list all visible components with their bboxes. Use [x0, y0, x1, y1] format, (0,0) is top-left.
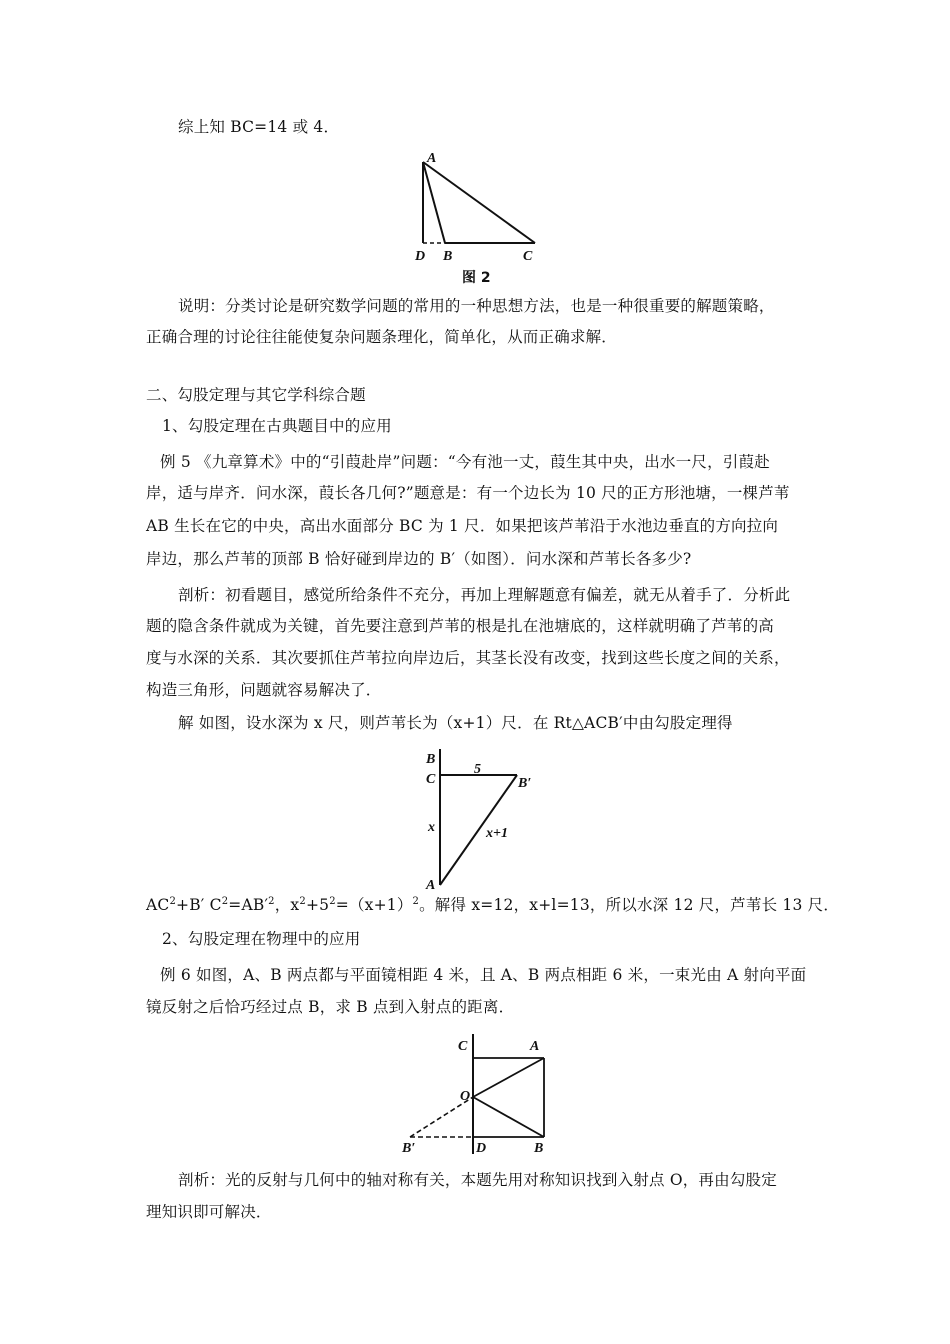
label-b-prime: B′ — [402, 1141, 416, 1156]
example5-line-4: 岸边，那么芦苇的顶部 B 恰好碰到岸边的 B′（如图）．问水深和芦苇长各多少? — [146, 550, 692, 568]
note-line-2: 正确合理的讨论往往能使复杂问题条理化，简单化，从而正确求解． — [146, 328, 618, 346]
subsection-2: 2、勾股定理在物理中的应用 — [162, 930, 361, 948]
label-c: C — [523, 249, 533, 264]
mirror-reflection-figure — [398, 1030, 558, 1160]
example5-line-2: 岸，适与岸齐．问水深，葭长各几何?”题意是：有一个边长为 10 尺的正方形池塘，一棵芦苇 — [146, 484, 790, 502]
example6-line-2: 镜反射之后恰巧经过点 B，求 B 点到入射点的距离． — [146, 998, 515, 1016]
note-line-1: 说明：分类讨论是研究数学问题的常用的一种思想方法，也是一种很重要的解题策略， — [178, 297, 775, 315]
analysis6-line-2: 理知识即可解决． — [146, 1203, 272, 1221]
label-c: C — [458, 1039, 468, 1054]
label-a: A — [426, 878, 436, 893]
analysis6-line-1: 剖析：光的反射与几何中的轴对称有关，本题先用对称知识找到入射点 O，再由勾股定 — [178, 1171, 777, 1189]
example5-line-3: AB 生长在它的中央，高出水面部分 BC 为 1 尺．如果把该芦苇沿于水池边垂直的方向拉向 — [146, 517, 779, 535]
label-o: O — [460, 1089, 471, 1104]
label-x-plus-1: x+1 — [486, 826, 508, 841]
analysis5-line-1: 剖析：初看题目，感觉所给条件不充分，再加上理解题意有偏差，就无从着手了．分析此 — [178, 586, 791, 604]
triangle-figure-2 — [405, 150, 555, 290]
reed-triangle-figure — [420, 745, 550, 895]
analysis5-line-3: 度与水深的关系．其次要抓住芦苇拉向岸边后，其茎长没有改变，找到这些长度之间的关系， — [146, 649, 790, 667]
label-b: B — [534, 1141, 544, 1156]
solution5-text: 解 如图，设水深为 x 尺，则芦苇长为（x+1）尺．在 Rt△ACB′中由勾股定理得 — [178, 714, 733, 732]
label-b: B — [443, 249, 453, 264]
label-c: C — [426, 772, 436, 787]
label-d: D — [476, 1141, 487, 1156]
equation-line: $AC^2+B'$ $C^2=AB'^2$，$x^2+5^2=(x+1)^2$。解得 x=12，x+l=13，所以水深 12 尺，芦苇长 13 尺． — [146, 895, 840, 914]
analysis5-line-4: 构造三角形，问题就容易解决了． — [146, 681, 382, 699]
label-x: x — [428, 820, 435, 835]
example5-line-1: 例 5 《九章算术》中的“引葭赴岸”问题：“今有池一丈，葭生其中央，出水一尺，引葭赴 — [160, 453, 770, 471]
example6-line-1: 例 6 如图，A、B 两点都与平面镜相距 4 米，且 A、B 两点相距 6 米，一束光由 A 射向平面 — [160, 966, 807, 984]
label-d: D — [415, 249, 426, 264]
section-heading: 二、勾股定理与其它学科综合题 — [146, 386, 366, 404]
subsection-1: 1、勾股定理在古典题目中的应用 — [162, 417, 392, 435]
label-five: 5 — [474, 762, 481, 777]
analysis5-line-2: 题的隐含条件就成为关键，首先要注意到芦苇的根是扎在池塘底的，这样就明确了芦苇的高 — [146, 617, 775, 635]
label-b-prime: B′ — [518, 776, 532, 791]
label-a: A — [530, 1039, 540, 1054]
figure-caption: 图 2 — [462, 270, 491, 286]
label-b: B — [426, 752, 436, 767]
conclusion-text: 综上知 BC=14 或 4． — [178, 118, 340, 136]
label-a: A — [427, 151, 437, 166]
